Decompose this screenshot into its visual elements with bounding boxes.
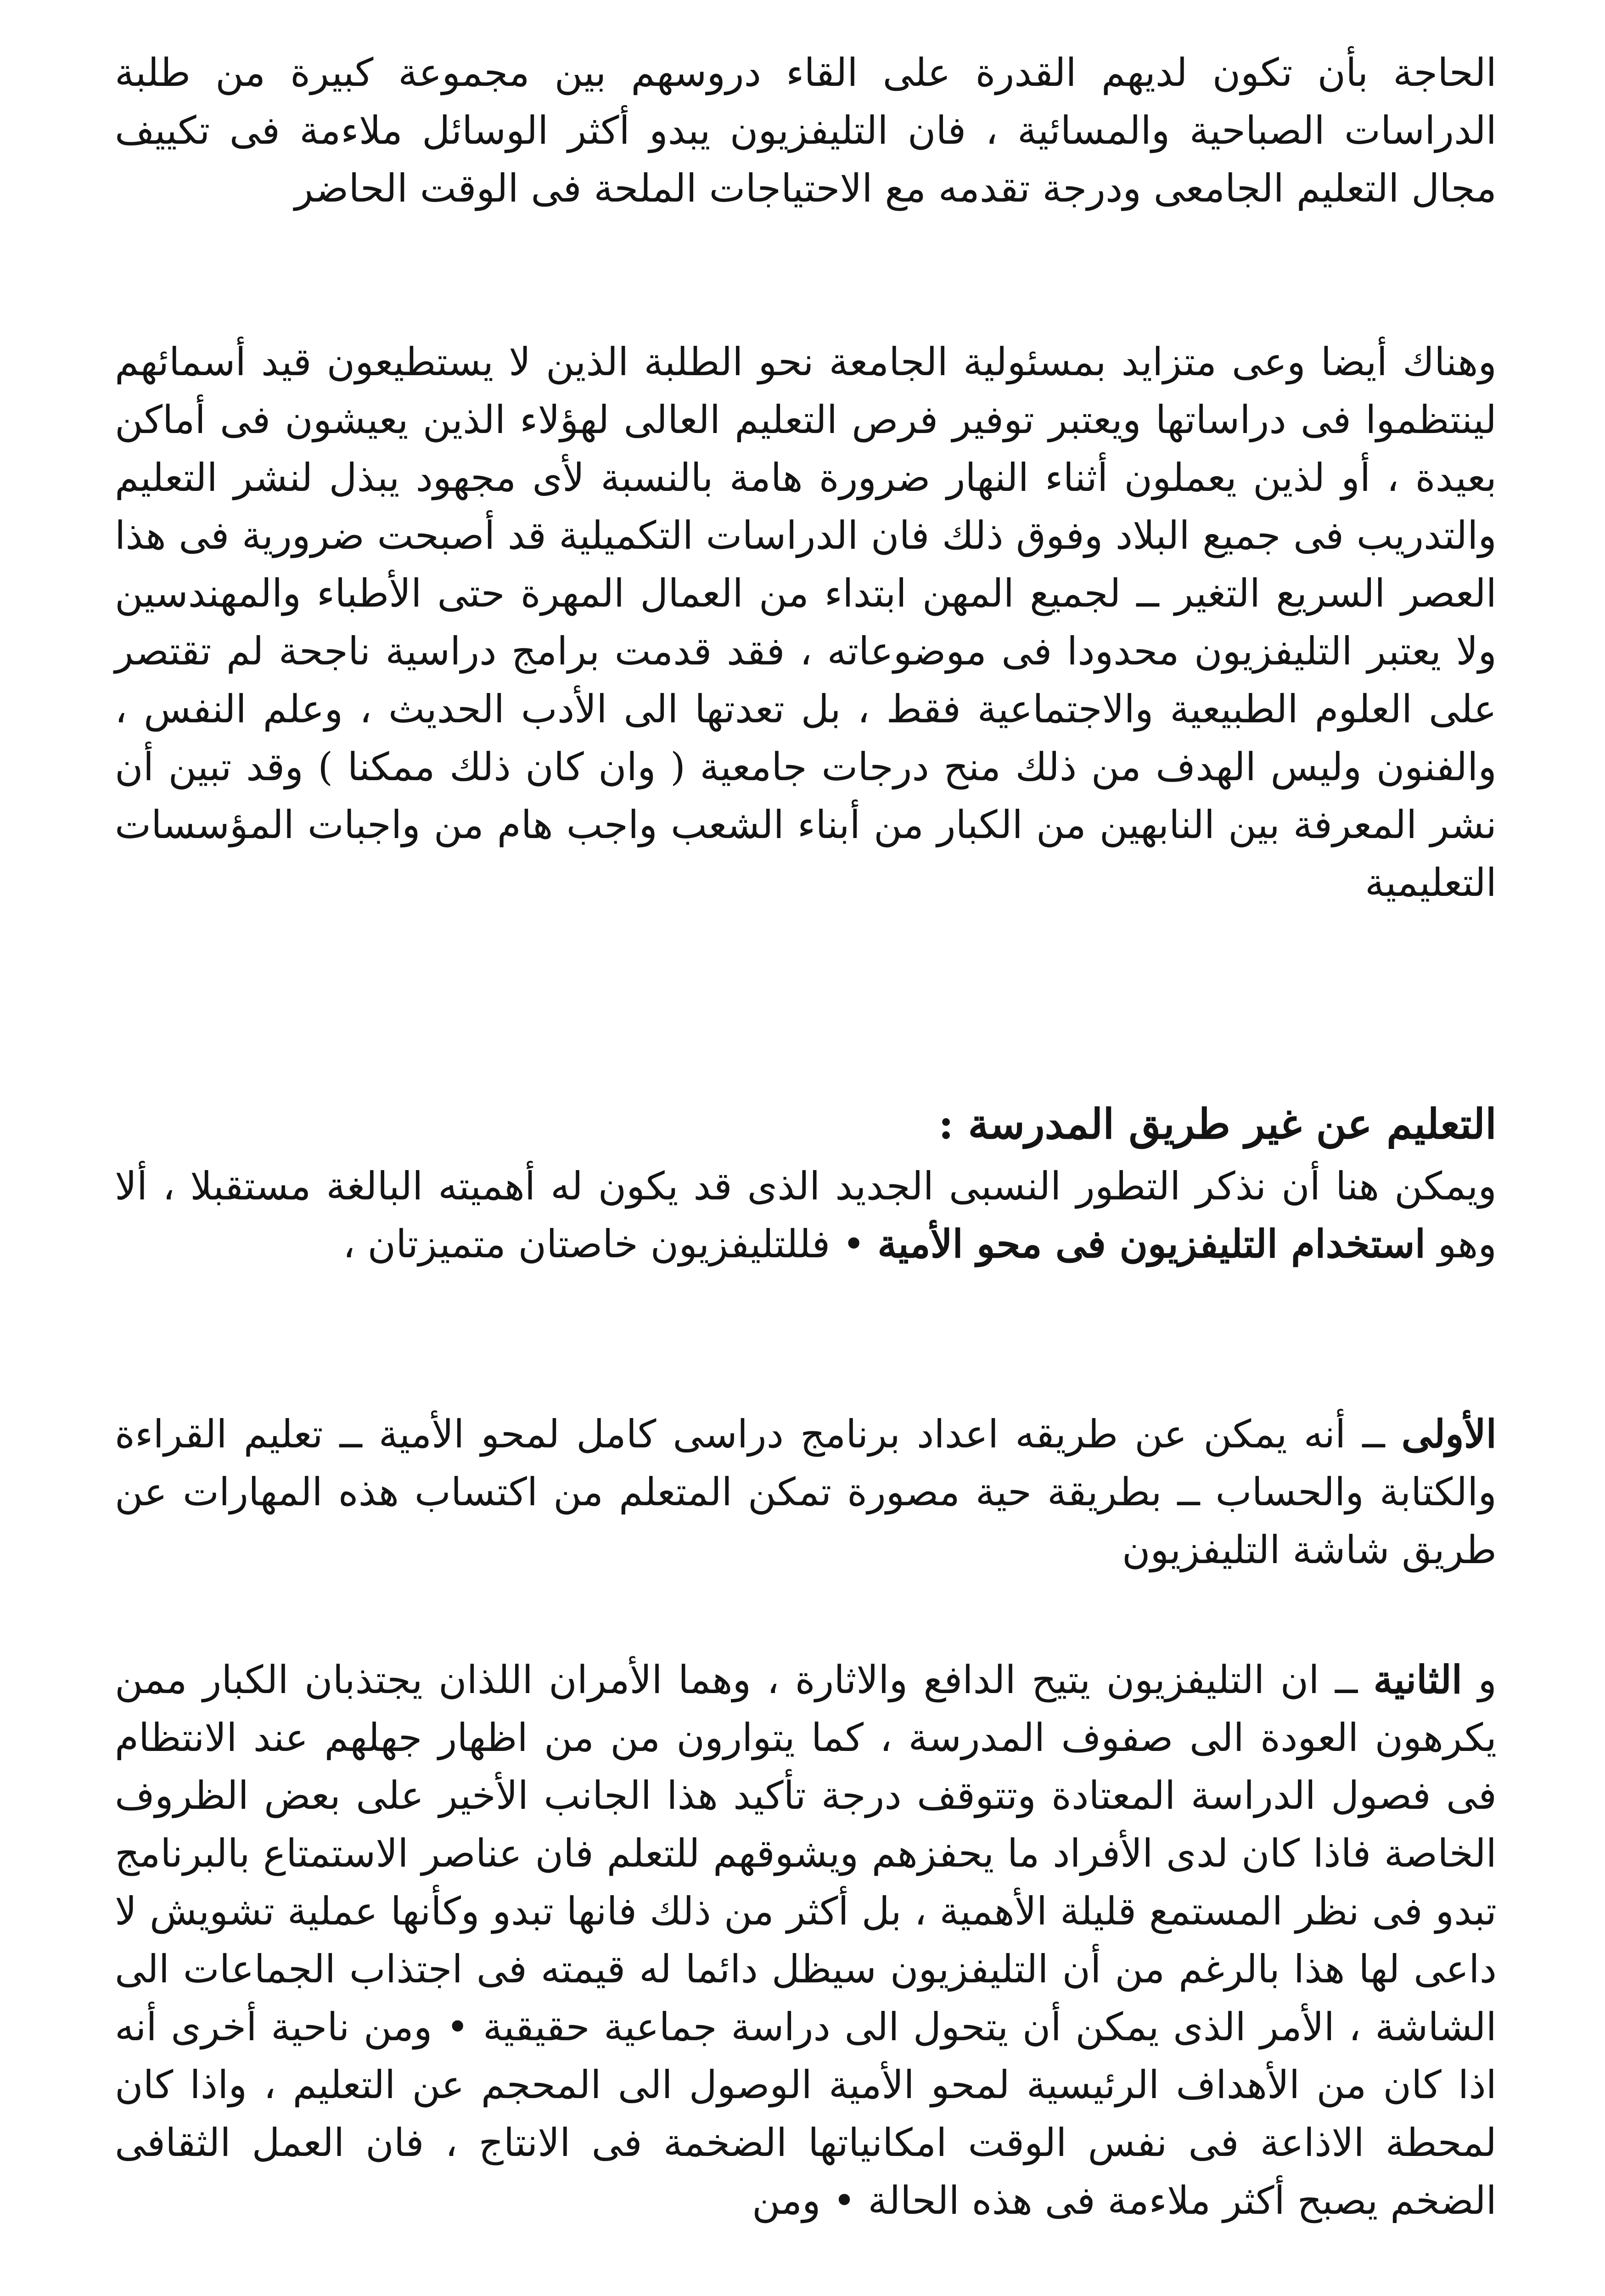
paragraph-university-responsibility: وهناك أيضا وعى متزايد بمسئولية الجامعة نحو الطلبة الذين لا يستطيعون قيد أسمائهم لينتظموا فى دراساتها ويعتبر توفير فرص التعليم العالى لهؤلاء الذين يعيشون فى أماكن بعيدة ، أو لذين يعملون أثناء النهار ضرورة هامة بالنسبة لأى مجهود يبذل لنشر التعليم والتدريب فى جميع البلاد وفوق ذلك فان الدراسات التكميلية قد أصبحت ضرورية فى هذا العصر السريع التغير ــ لجميع المهن ابتداء من العمال المهرة حتى الأطباء والمهندسين ولا يعتبر التليفزيون محدودا فى موضوعاته ، فقد قدمت برامج دراسية ناجحة لم تقتصر على العلوم الطبيعية والاجتماعية فقط ، بل تعدتها الى الأدب الحديث ، وعلم النفس ، والفنون وليس الهدف من ذلك منح درجات جامعية ( وان كان ذلك ممكنا ) وقد تبين أن نشر المعرفة بين النابهين من الكبار من أبناء الشعب واجب هام من واجبات المؤسسات التعليمية: [115, 339, 1497, 905]
paragraph-text: ــ ان التليفزيون يتيح الدافع والاثارة ، وهما الأمران اللذان يجتذبان الكبار ممن يكرهون العودة الى صفوف المدرسة ، كما يتوارون من من اظهار جهلهم عند الانتظام فى فصول الدراسة المعتادة وتتوقف درجة تأكيد هذا الجانب الأخير على بعض الظروف الخاصة فاذا كان لدى الأفراد ما يحفزهم ويشوقهم للتعلم فان عناصر الاستمتاع بالبرنامج تبدو فى نظر المستمع قليلة الأهمية ، بل أكثر من ذلك فانها تبدو وكأنها عملية تشويش لا داعى لها هذا بالرغم من أن التليفزيون سيظل دائما له قيمته فى اجتذاب الجماعات الى الشاشة ، الأمر الذى يمكن أن يتحول الى دراسة جماعية حقيقية • ومن ناحية أخرى أنه اذا كان من الأهداف الرئيسية لمحو الأمية الوصول الى المحجم عن التعليم ، واذا كان لمحطة الاذاعة فى نفس الوقت امكانياتها الضخمة فى الانتاج ، فان العمل الثقافى الضخم يصبح أكثر ملاءمة فى هذه الحالة • ومن: [115, 1657, 1497, 2223]
paragraph-second-feature: [115, 1651, 1497, 2229]
paragraph-first-feature: [115, 1405, 1497, 1579]
feature-label-second: الثانية: [1373, 1657, 1463, 1702]
feature-label-first: الأولى: [1401, 1411, 1497, 1457]
paragraph-literacy-intro: [115, 1157, 1497, 1273]
emphasis-text: استخدام التليفزيون فى محو الأمية: [877, 1221, 1426, 1266]
section-heading: التعليم عن غير طريق المدرسة :: [938, 1100, 1497, 1148]
document-page: [115, 0, 1497, 2296]
paragraph-text: ويمكن هنا أن نذكر التطور النسبى الجديد الذى قد يكون له أهميته البالغة مستقبلا ، ألا وهو: [115, 1164, 1497, 1266]
paragraph-university-teaching: الحاجة بأن تكون لديهم القدرة على القاء دروسهم بين مجموعة كبيرة من طلبة الدراسات الصباحية والمسائية ، فان التليفزيون يبدو أكثر الوسائل ملاءمة فى تكييف مجال التعليم الجامعى ودرجة تقدمه مع الاحتياجات الملحة فى الوقت الحاضر: [115, 50, 1497, 211]
paragraph-text: ــ أنه يمكن عن طريقه اعداد برنامج دراسى كامل لمحو الأمية ــ تعليم القراءة والكتابة والحساب ــ بطريقة حية مصورة تمكن المتعلم من اكتساب هذه المهارات عن طريق شاشة التليفزيون: [115, 1412, 1497, 1572]
paragraph-prefix: و: [1462, 1657, 1497, 1702]
paragraph-text: • فللتليفزيون خاصتان متميزتان ،: [342, 1221, 878, 1266]
